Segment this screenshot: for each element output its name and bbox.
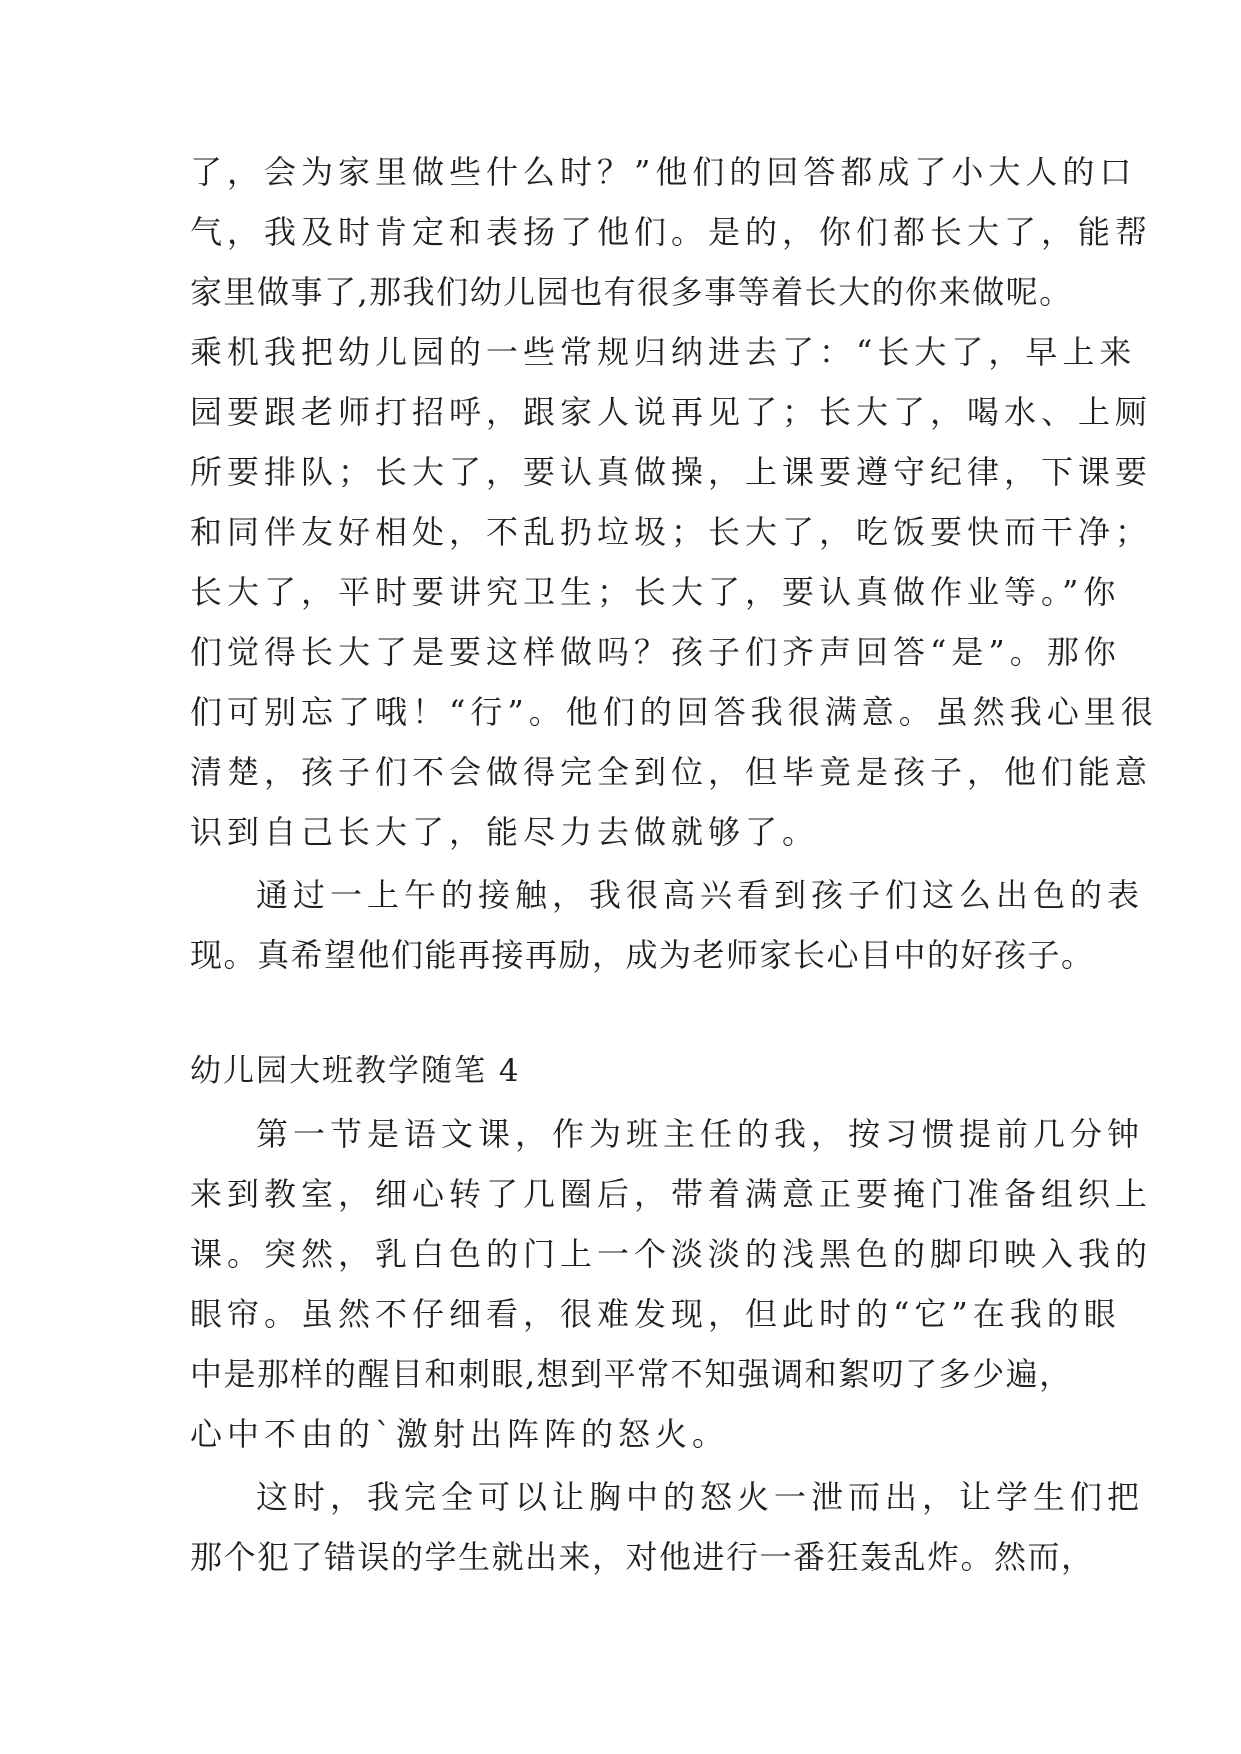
section-title: 幼儿园大班教学随笔 4 — [190, 1053, 521, 1089]
paragraph-line: 课。突然，乳白色的门上一个淡淡的浅黑色的脚印映入我的 — [190, 1235, 1153, 1273]
paragraph-line: 所要排队；长大了，要认真做操，上课要遵守纪律，下课要 — [190, 453, 1153, 491]
paragraph-line: 那个犯了错误的学生就出来，对他进行一番狂轰乱炸。然而， — [190, 1538, 1095, 1576]
paragraph-line: 家里做事了,那我们幼儿园也有很多事等着长大的你来做呢。 — [190, 273, 1073, 311]
paragraph-line: 了，会为家里做些什么时？”他们的回答都成了小大人的口 — [190, 153, 1137, 191]
paragraph-line: 长大了，平时要讲究卫生；长大了，要认真做作业等。”你 — [190, 573, 1121, 611]
paragraph-line: 第一节是语文课，作为班主任的我，按习惯提前几分钟 — [256, 1115, 1145, 1153]
paragraph-line: 园要跟老师打招呼，跟家人说再见了；长大了，喝水、上厕 — [190, 393, 1153, 431]
paragraph-line: 中是那样的醒目和刺眼,想到平常不知强调和絮叨了多少遍， — [190, 1355, 1073, 1393]
paragraph-line: 和同伴友好相处，不乱扔垃圾；长大了，吃饭要快而干净； — [190, 513, 1153, 551]
paragraph-line: 们觉得长大了是要这样做吗？孩子们齐声回答“是”。那你 — [190, 633, 1121, 671]
paragraph-line: 现。真希望他们能再接再励，成为老师家长心目中的好孩子。 — [190, 936, 1095, 974]
paragraph-line: 眼帘。虽然不仔细看，很难发现，但此时的“它”在我的眼 — [190, 1295, 1121, 1333]
paragraph-line: 来到教室，细心转了几圈后，带着满意正要掩门准备组织上 — [190, 1175, 1153, 1213]
paragraph-line: 通过一上午的接触，我很高兴看到孩子们这么出色的表 — [256, 876, 1145, 914]
paragraph-line: 心中不由的`激射出阵阵的怒火。 — [190, 1415, 730, 1453]
paragraph-line: 们可别忘了哦！“行”。他们的回答我很满意。虽然我心里很 — [190, 693, 1158, 731]
paragraph-line: 气，我及时肯定和表扬了他们。是的，你们都长大了，能帮 — [190, 213, 1153, 251]
paragraph-line: 乘机我把幼儿园的一些常规归纳进去了：“长大了，早上来 — [190, 333, 1137, 371]
paragraph-line: 识到自己长大了，能尽力去做就够了。 — [190, 813, 820, 851]
paragraph-line: 这时，我完全可以让胸中的怒火一泄而出，让学生们把 — [256, 1478, 1145, 1516]
paragraph-line: 清楚，孩子们不会做得完全到位，但毕竟是孩子，他们能意 — [190, 753, 1153, 791]
